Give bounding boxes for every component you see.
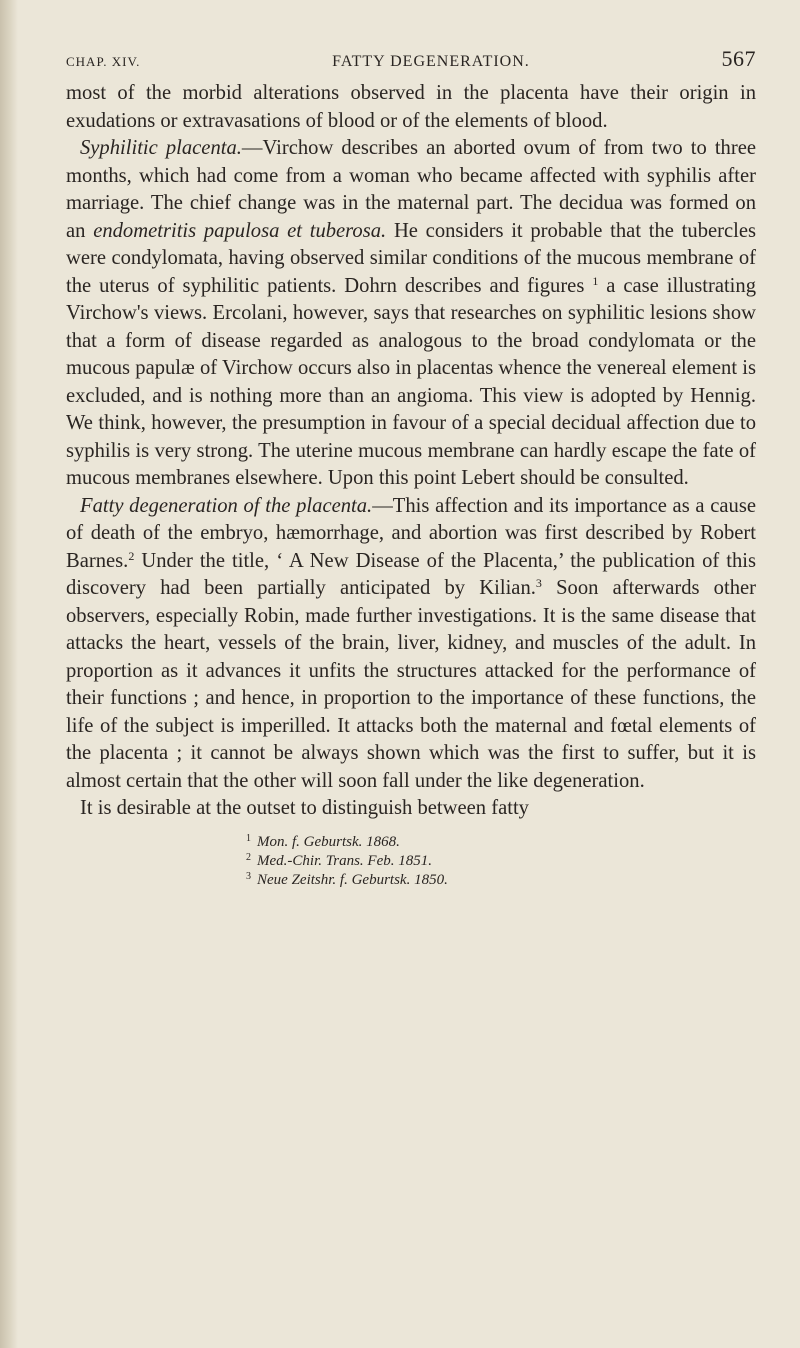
italic-text: Fatty degeneration of the placenta. [80, 494, 373, 517]
running-head [66, 46, 756, 72]
text-run: He considers it probable that the tubercles were condylomata, having observed similar conditions of the mucous membrane of the uterus of syphilitic patients. Dohrn describes and figures [66, 219, 757, 297]
paragraph [66, 795, 756, 823]
footnote-text: Neue Zeitshr. f. Geburtsk. 1850. [257, 871, 448, 888]
footnote [246, 852, 756, 871]
book-spine-shadow [0, 0, 18, 1348]
footnote-ref: 3 [535, 576, 542, 590]
running-title: FATTY DEGENERATION. [332, 53, 530, 70]
footnote-mark: 1 [246, 832, 251, 844]
text-run: Under the title, ‘ A New Disease of the Placenta,’ the publication of this discovery had been partially anticipated by Kilian. [66, 549, 756, 599]
text-run: most of the morbid alterations observed in the placenta have their origin in exudations or extravasations of blood or of the elements of blood. [66, 82, 756, 132]
footnote-mark: 3 [246, 870, 251, 882]
footnote-text: Mon. f. Geburtsk. 1868. [257, 833, 400, 850]
chapter-label: CHAP. XIV. [66, 54, 141, 69]
text-run: Soon afterwards other observers, especially Robin, made further investigations. It is the same disease that attacks the heart, vessels of the brain, liver, kidney, and muscles of the adult. In proportion as it advances it unfits the structures attacked for the performance of their functions ; and hence, in proportion to the importance of these functions, the life of the subject is imperilled. It attacks both the maternal and fœtal elements of the placenta ; it cannot be always shown which was the first to suffer, but it is almost certain that the other will soon fall under the like degeneration. [66, 577, 756, 792]
footnote-mark: 2 [246, 851, 251, 863]
book-page [56, 46, 756, 890]
text-run: —Virchow describes an aborted ovum of from two to three months, which had come from a woman who became affected with syphilis after marriage. The chief change was in the maternal part. The decidua was formed on an [66, 137, 756, 242]
text-run: a case illustrating Virchow's views. Ercolani, however, says that researches on syphilitic lesions show that a form of disease regarded as analogous to the broad condylomata or the mucous papulæ of Virchow occurs also in placentas whence the venereal element is excluded, and is nothing more than an angioma. This view is adopted by Hennig. We think, however, the presumption in favour of a special decidual affection due to syphilis is very strong. The uterine mucous membrane can hardly escape the fate of mucous membranes elsewhere. Upon this point Lebert should be consulted. [66, 274, 757, 489]
footnote-text: Med.-Chir. Trans. Feb. 1851. [257, 852, 433, 869]
footnote-ref: 2 [128, 548, 135, 563]
text-run: It is desirable at the outset to distinguish between fatty [80, 797, 529, 819]
page-number: 567 [721, 46, 756, 71]
footnotes [56, 833, 756, 890]
paragraph [66, 135, 756, 493]
footnote-ref: 1 [592, 273, 599, 288]
footnote [246, 871, 756, 890]
body-text [56, 80, 756, 823]
italic-text: endometritis papulosa et tuberosa. [93, 219, 387, 242]
paragraph [66, 80, 756, 135]
text-run: —This affection and its importance as a cause of death of the embryo, hæmorrhage, and abortion was first described by Robert Barnes. [66, 494, 756, 572]
italic-text: Syphilitic placenta. [80, 137, 242, 159]
paragraph [66, 493, 756, 796]
footnote [246, 833, 756, 852]
